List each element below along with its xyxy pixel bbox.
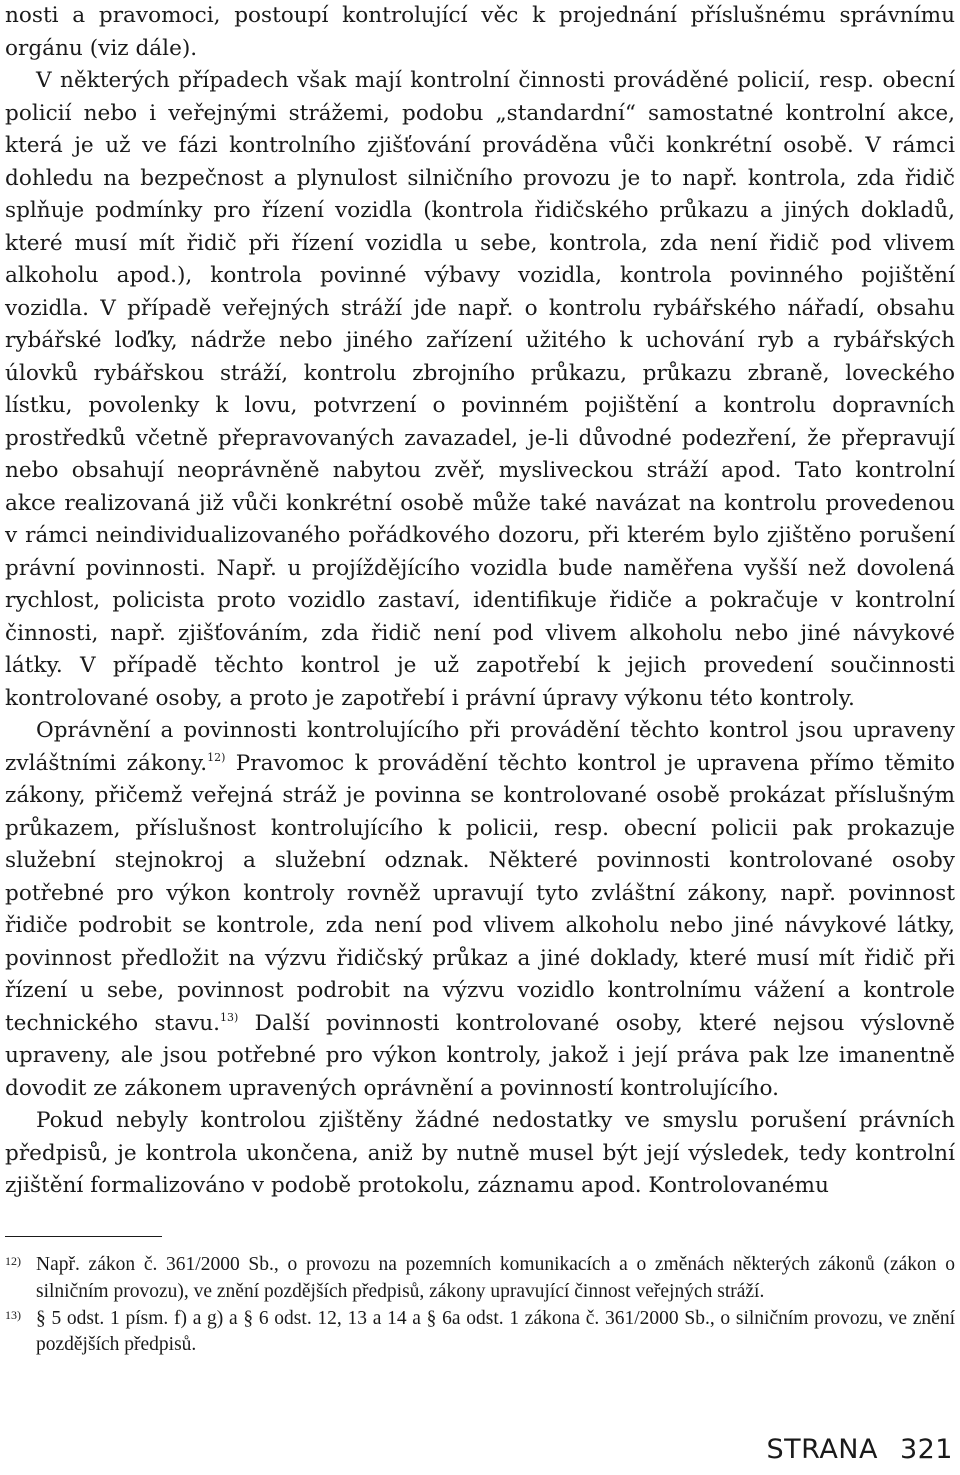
page-body (5, 0, 955, 1203)
footnote-13 (5, 1306, 955, 1360)
footnote-ref-12[interactable]: 12) (207, 750, 226, 764)
footnote-divider (5, 1236, 162, 1237)
paragraph-3 (5, 715, 955, 1105)
paragraph-1: nosti a pravomoci, postoupí kontrolující věc k projednání příslušnému správnímu orgánu (viz dále). (5, 3, 955, 61)
footnotes (5, 1252, 955, 1359)
paragraph-3-part-b: Pravomoc k provádění těchto kontrol je upravena přímo těmito zákony, přičemž veřejná stráž je povinna se kontrolované osobě prokázat příslušným průkazem, příslušnost kontrolujícího k policii, resp. obecní policii pak prokazuje služební stejnokroj a služební odznak. Některé povinnosti kontrolované osoby potřebné pro výkon kontroly rovněž upravují tyto zvláštní zákony, např. povinnost řidiče podrobit se kontrole, zda není pod vlivem alkoholu nebo jiné návykové látky, povinnost předložit na výzvu řidičský průkaz a jiné doklady, které musí mít řidič při řízení u sebe, povinnost podrobit na výzvu vozidlo kontrolnímu vážení a kontrole technického stavu. (5, 750, 955, 1036)
paragraph-4: Pokud nebyly kontrolou zjištěny žádné nedostatky ve smyslu porušení právních předpisů, je kontrola ukončena, aniž by nutně musel být její výsledek, tedy kontrolní zjištění formalizováno v podobě protokolu, záznamu apod. Kontrolovanému (5, 1108, 955, 1198)
footnote-number: 13) (5, 1307, 21, 1322)
paragraph-3-part-a: Oprávnění a povinnosti kontrolujícího při provádění těchto kontrol jsou upraveny zvláštními zákony. (5, 718, 955, 776)
footnote-text: Např. zákon č. 361/2000 Sb., o provozu na pozemních komunikacích a o změnách některých zákonů (zákon o silničním provozu), ve znění pozdějších předpisů, zákony upravující činnost veřejných stráží. (36, 1254, 955, 1302)
page-number: 321 (899, 1434, 953, 1465)
footnote-text: § 5 odst. 1 písm. f) a g) a § 6 odst. 12, 13 a 14 a § 6a odst. 1 zákona č. 361/2000 Sb., o silničním provozu, ve znění pozdějších předpisů. (36, 1307, 955, 1356)
page-label: STRANA (766, 1434, 878, 1465)
main-text (5, 0, 955, 1203)
page-footer (767, 1434, 953, 1466)
paragraph-2: V některých případech však mají kontrolní činnosti prováděné policií, resp. obecní policií nebo i veřejnými strážemi, podobu „standardní“ samostatné kontrolní akce, která je už ve fázi kontrolního zjišťování prováděna vůči konkrétní osobě. V rámci dohledu na bezpečnost a plynulost silničního provozu je to např. kontrola, zda řidič splňuje podmínky pro řízení vozidla (kontrola řidičského průkazu a jiných dokladů, které musí mít řidič při řízení vozidla u sebe, kontrola, zda není řidič pod vlivem alkoholu apod.), kontrola povinné výbavy vozidla, kontrola povinného pojištění vozidla. V případě veřejných stráží jde např. o kontrolu rybářského nářadí, obsahu rybářské loďky, nádrže nebo jiného zařízení užitého k uchování ryb a rybářských úlovků rybářskou stráží, kontrolu zbrojního průkazu, průkazu zbraně, loveckého lístku, povolenky k lovu, potvrzení o povinném pojištění a kontrolu dopravních prostředků včetně přepravovaných zavazadel, je-li důvodné podezření, že přepravují nebo obsahují neoprávněně nabytou zvěř, mysliveckou stráží apod. Tato kontrolní akce realizovaná již vůči konkrétní osobě může také navázat na kontrolu provedenou v rámci neindividualizovaného pořádkového dozoru, při kterém bylo zjištěno porušení právní povinnosti. Např. u projíždějícího vozidla bude naměřena vyšší než dovolená rychlost, policista proto vozidlo zastaví, identifikuje řidiče a pokračuje v kontrolní činnosti, např. zjišťováním, zda řidič není pod vlivem alkoholu nebo jiné návykové látky. V případě těchto kontrol je už zapotřebí k jejich provedení součinnosti kontrolované osoby, a proto je zapotřebí i právní úpravy výkonu této kontroly. (5, 68, 955, 711)
footnote-number: 12) (5, 1254, 21, 1268)
paragraph-3-part-c: Další povinnosti kontrolované osoby, které nejsou výslovně upraveny, ale jsou potřebné pro výkon kontroly, jakož i její práva pak lze imanentně dovodit ze zákonem upravených oprávnění a povinností kontrolujícího. (5, 1010, 955, 1101)
footnote-12 (5, 1252, 955, 1306)
footnote-ref-13[interactable]: 13) (220, 1010, 239, 1024)
